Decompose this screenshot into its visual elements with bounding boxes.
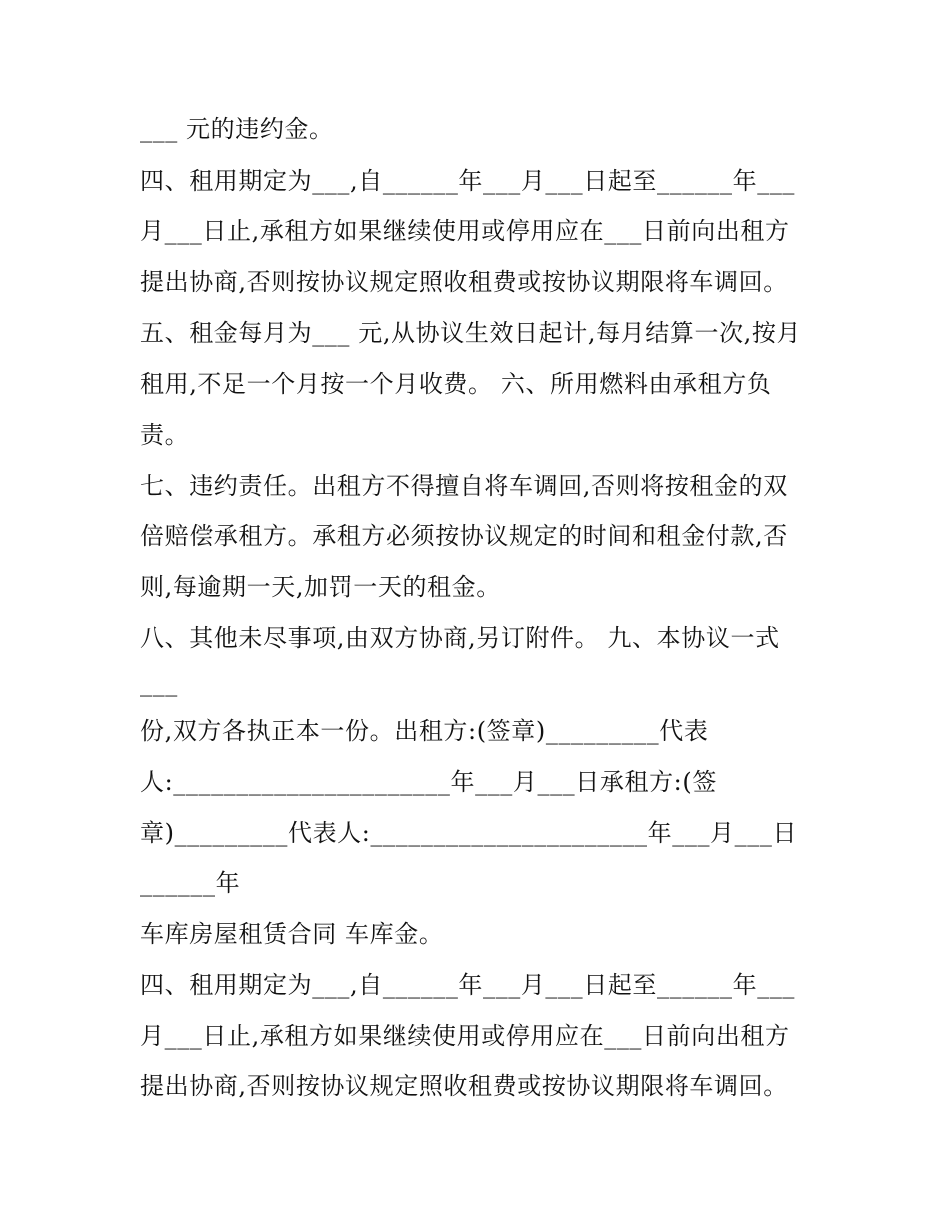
text-line: ______年 bbox=[140, 869, 241, 897]
text-line: 提出协商,否则按协议规定照收租费或按协议期限将车调回。 bbox=[140, 268, 788, 296]
text-line: 七、违约责任。出租方不得擅自将车调回,否则将按租金的双 bbox=[140, 472, 788, 500]
text-line: 人:______________________年___月___日承租方:(签 bbox=[140, 768, 717, 796]
text-line: 份,双方各执正本一份。出租方:(签章)_________代表 bbox=[140, 717, 709, 745]
text-line: 四、租用期定为___,自______年___月___日起至______年___ bbox=[140, 971, 796, 999]
text-line: ___ 元的违约金。 bbox=[140, 115, 334, 143]
text-line: 提出协商,否则按协议规定照收租费或按协议期限将车调回。 bbox=[140, 1072, 788, 1100]
text-line: 四、租用期定为___,自______年___月___日起至______年___ bbox=[140, 167, 796, 195]
text-line: 月___日止,承租方如果继续使用或停用应在___日前向出租方 bbox=[140, 1022, 790, 1050]
text-line: ___ bbox=[140, 669, 178, 697]
text-line: 八、其他未尽事项,由双方协商,另订附件。 九、本协议一式 bbox=[140, 624, 780, 652]
text-line: 五、租金每月为___ 元,从协议生效日起计,每月结算一次,按月 bbox=[140, 319, 802, 347]
text-line: 车库房屋租赁合同 车库金。 bbox=[140, 920, 444, 948]
text-line: 章)_________代表人:______________________年___月___日 bbox=[140, 819, 798, 847]
text-line: 责。 bbox=[140, 421, 190, 449]
text-line: 倍赔偿承租方。承租方必须按协议规定的时间和租金付款,否 bbox=[140, 522, 788, 550]
text-line: 则,每逾期一天,加罚一天的租金。 bbox=[140, 573, 501, 601]
text-line: 租用,不足一个月按一个月收费。 六、所用燃料由承租方负 bbox=[140, 370, 772, 398]
text-line: 月___日止,承租方如果继续使用或停用应在___日前向出租方 bbox=[140, 217, 790, 245]
